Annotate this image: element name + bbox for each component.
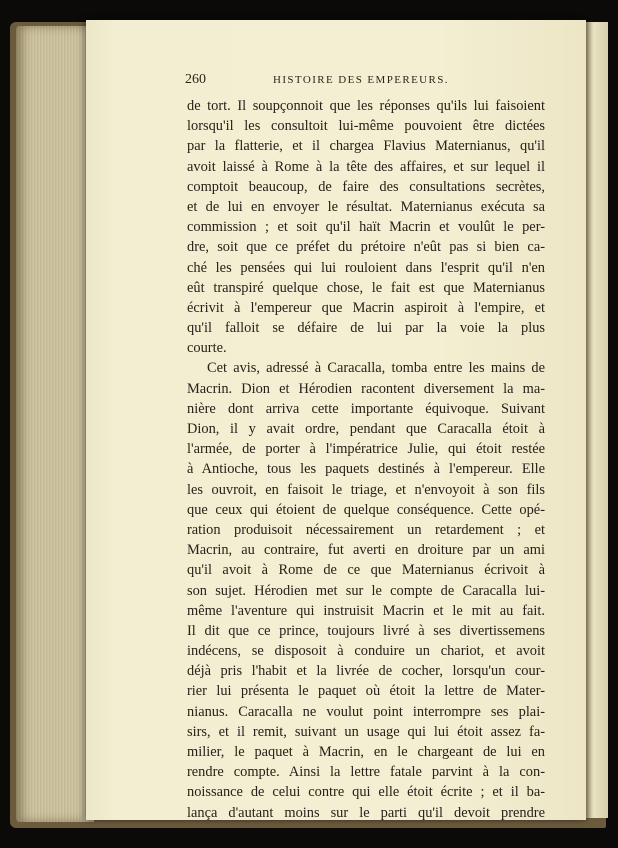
running-title: HISTOIRE DES EMPEREURS. <box>273 74 449 86</box>
text-line: Cet avis, adressé à Caracalla, tomba entre les mains de <box>207 360 545 377</box>
text-line: ché les pensées qui lui rouloient dans l'esprit qu'il n'en <box>187 259 545 276</box>
text-line: que ceux qui étoient de quelque conséquence. Cette opé- <box>187 501 545 518</box>
text-line: rier lui présenta le paquet où étoit la lettre de Mater- <box>187 683 545 700</box>
text-line: milier, le paquet à Macrin, en le chargeant de lui en <box>187 744 545 760</box>
text-line: Il dit que ce prince, toujours livré à ses divertissemens <box>187 622 545 639</box>
text-line: commission ; et soit qu'il haït Macrin et voulût le per- <box>187 219 545 236</box>
text-line: nière dont arriva cette importante équivoque. Suivant <box>187 400 545 417</box>
text-line: comptoit beaucoup, de faire des consultations secrètes, <box>187 178 545 195</box>
text-line: déjà pris l'habit et la livrée de cocher, lorsqu'un cour- <box>187 663 545 680</box>
text-line: sirs, et il remit, suivant un usage qui lui étoit assez fa- <box>187 723 545 740</box>
text-line: nianus. Caracalla ne voulut point interrompre ses plai- <box>187 703 545 720</box>
text-line: à Antioche, tous les paquets destinés à l'empereur. Elle <box>187 461 545 478</box>
page-header <box>185 70 557 90</box>
text-line: lorsqu'il les consultoit lui-même pouvoient être dictées <box>187 118 545 135</box>
text-line: lança d'autant moins sur le parti qu'il devoit prendre <box>187 804 545 821</box>
facing-page-edge <box>584 22 608 818</box>
text-line: dre, soit que ce préfet du prétoire n'eût pas si bien ca- <box>187 239 545 256</box>
text-line: par la flatterie, et il chargea Flavius Maternianus, qu'il <box>187 138 545 155</box>
text-line: Macrin. Dion et Hérodien racontent diversement la ma- <box>187 380 545 397</box>
text-line: rendre compte. Ainsi la lettre fatale parvint à la con- <box>187 764 545 781</box>
text-line: indécens, se disposoit à conduire un chariot, et avoit <box>187 643 545 660</box>
text-line: qu'il avoit à Rome de ce que Maternianus écrivoit à <box>187 562 545 579</box>
text-line: même l'aventure qui instruisit Macrin et le mit au fait. <box>187 602 545 619</box>
text-line: qu'il falloit se défaire de lui par la voie la plus <box>187 320 545 337</box>
text-line: noissance de celui contre qui elle étoit écrite ; et il ba- <box>187 784 545 801</box>
text-line: ration produisoit nécessairement un retardement ; et <box>187 521 545 538</box>
text-line: écrivit à l'empereur que Macrin aspiroit à l'empire, et <box>187 299 545 316</box>
text-line: son sujet. Hérodien met sur le compte de Caracalla lui- <box>187 582 545 599</box>
text-line: eût transpiré quelque chose, le fait est que Maternianus <box>187 279 545 296</box>
paragraph-1 <box>187 96 545 358</box>
text-line: de tort. Il soupçonnoit que les réponses qu'ils lui faisoient <box>187 98 545 114</box>
text-line: courte. <box>187 340 227 357</box>
body-text <box>187 96 545 823</box>
page-edges <box>16 26 94 822</box>
text-line: avoit laissé à Rome à la tête des affaires, et sur lequel il <box>187 158 545 175</box>
text-line: Dion, il y avait ordre, pendant que Caracalla étoit à <box>187 421 545 437</box>
text-line: Macrin, au contraire, fut averti en droiture par un ami <box>187 542 545 559</box>
text-line: et de lui en envoyer le résultat. Maternianus exécuta sa <box>187 198 545 215</box>
paragraph-2 <box>187 358 545 822</box>
text-line: l'armée, de porter à l'impératrice Julie, qui étoit restée <box>187 441 545 458</box>
text-line: les ouvroit, en faisoit le triage, et n'envoyoit à son fils <box>187 481 545 498</box>
page-number: 260 <box>185 72 206 87</box>
